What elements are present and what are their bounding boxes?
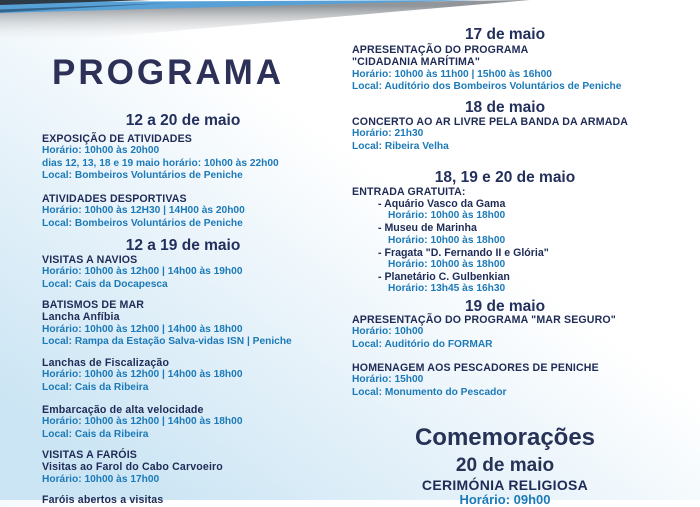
free-entry-item-time: Horário: 10h00 às 18h00 xyxy=(388,258,506,270)
event-title: BATISMOS DE MAR xyxy=(42,299,145,311)
event-exposicao-atividades xyxy=(42,133,279,182)
event-detail: Horário: 10h00 às 12h00 | 14h00 às 18h00 xyxy=(42,416,243,428)
event-detail: Local: Bombeiros Voluntários de Peniche xyxy=(42,217,243,229)
event-title: APRESENTAÇÃO DO PROGRAMA xyxy=(352,44,529,56)
event-detail: Horário: 10h00 às 12h00 | 14h00 às 19h00 xyxy=(42,266,243,278)
event-detail: Local: Auditório dos Bombeiros Voluntários de Peniche xyxy=(352,80,622,92)
event-title: HOMENAGEM AOS PESCADORES DE PENICHE xyxy=(352,362,599,374)
free-entry-item-time: Horário: 10h00 às 18h00 xyxy=(388,234,506,246)
event-title: VISITAS A FARÓIS xyxy=(42,449,138,461)
event-detail: Local: Monumento do Pescador xyxy=(352,386,507,398)
event-detail: Local: Bombeiros Voluntários de Peniche xyxy=(42,169,243,181)
date-heading-18-19-20-maio: 18, 19 e 20 de maio xyxy=(434,169,576,186)
date-heading-18-maio: 18 de maio xyxy=(464,99,546,116)
event-subtitle: "CIDADANIA MARÍTIMA" xyxy=(352,56,480,69)
event-title: Embarcação de alta velocidade xyxy=(42,404,204,416)
date-heading-12-19-maio: 12 a 19 de maio xyxy=(125,237,241,254)
event-detail: Horário: 10h00 às 20h00 xyxy=(42,145,160,157)
event-detail: Horário: 10h00 às 12H30 | 14H00 às 20h00 xyxy=(42,205,245,217)
event-title: Lanchas de Fiscalização xyxy=(42,357,170,369)
event-detail: Horário: 15h00 xyxy=(352,374,424,386)
event-cidadania-maritima xyxy=(352,44,621,93)
event-title: CONCERTO AO AR LIVRE PELA BANDA DA ARMADA xyxy=(352,116,629,128)
date-heading-12-20-maio: 12 a 20 de maio xyxy=(125,112,241,129)
event-detail: Horário: 10h00 às 11h00 | 15h00 às 16h00 xyxy=(352,68,552,80)
event-detail: Local: Cais da Ribeira xyxy=(42,428,149,440)
date-heading-20-maio: 20 de maio xyxy=(455,455,555,476)
event-farois-abertos xyxy=(42,494,163,506)
event-title: ATIVIDADES DESPORTIVAS xyxy=(42,193,187,205)
event-subtitle: Visitas ao Farol do Cabo Carvoeiro xyxy=(42,461,223,474)
event-cerimonia-religiosa: CERIMÓNIA RELIGIOSA xyxy=(421,477,589,493)
event-detail: Local: Rampa da Estação Salva-vidas ISN | Peniche xyxy=(42,335,292,347)
event-concerto-banda-armada xyxy=(352,116,628,153)
event-homenagem-pescadores xyxy=(352,362,599,399)
free-entry-item-time: Horário: 10h00 às 18h00 xyxy=(388,210,506,222)
event-detail: Local: Ribeira Velha xyxy=(352,140,449,152)
page-title: PROGRAMA xyxy=(52,53,285,92)
event-title: APRESENTAÇÃO DO PROGRAMA "MAR SEGURO" xyxy=(352,314,616,326)
event-title: Faróis abertos a visitas xyxy=(42,494,164,506)
event-batismos-mar xyxy=(42,299,292,348)
free-entry-item-name: - Fragata "D. Fernando II e Glória" xyxy=(378,246,549,259)
event-detail: Horário: 10h00 às 12h00 | 14h00 às 18h00 xyxy=(42,323,243,335)
free-entry-heading: ENTRADA GRATUITA: xyxy=(352,186,466,198)
event-visitas-navios xyxy=(42,254,243,291)
event-detail: Horário: 21h30 xyxy=(352,128,424,140)
event-subtitle: Lancha Anfíbia xyxy=(42,311,120,324)
free-entry-item-time: Horário: 13h45 às 16h30 xyxy=(388,282,506,294)
event-detail: Horário: 10h00 às 12h00 | 14h00 às 18h00 xyxy=(42,369,243,381)
event-lanchas-fiscalizacao xyxy=(42,357,243,394)
event-detail: Horário: 10h00 às 17h00 xyxy=(42,473,160,485)
event-title: VISITAS A NAVIOS xyxy=(42,254,138,266)
event-detail: Local: Cais da Docapesca xyxy=(42,278,168,290)
event-atividades-desportivas xyxy=(42,193,245,230)
event-mar-seguro xyxy=(352,314,616,351)
event-detail: Local: Cais da Ribeira xyxy=(42,381,149,393)
free-entry-list xyxy=(352,186,549,295)
date-heading-19-maio: 19 de maio xyxy=(464,298,546,315)
free-entry-item-name: - Planetário C. Gulbenkian xyxy=(378,270,510,283)
free-entry-item-name: - Aquário Vasco da Gama xyxy=(378,198,506,211)
free-entry-item-name: - Museu de Marinha xyxy=(378,222,477,235)
event-detail: Local: Auditório do FORMAR xyxy=(352,338,493,350)
event-embarcacao-alta-velocidade xyxy=(42,404,243,441)
event-detail: Horário: 10h00 xyxy=(352,326,424,338)
event-detail: dias 12, 13, 18 e 19 maio horário: 10h00 às 22h00 xyxy=(42,157,279,169)
event-detail: Horário: 09h00 xyxy=(459,492,551,507)
commemorations-title: Comemorações xyxy=(414,424,596,451)
event-visitas-farois xyxy=(42,449,223,486)
event-title: EXPOSIÇÃO DE ATIVIDADES xyxy=(42,133,193,145)
date-heading-17-maio: 17 de maio xyxy=(464,26,546,43)
